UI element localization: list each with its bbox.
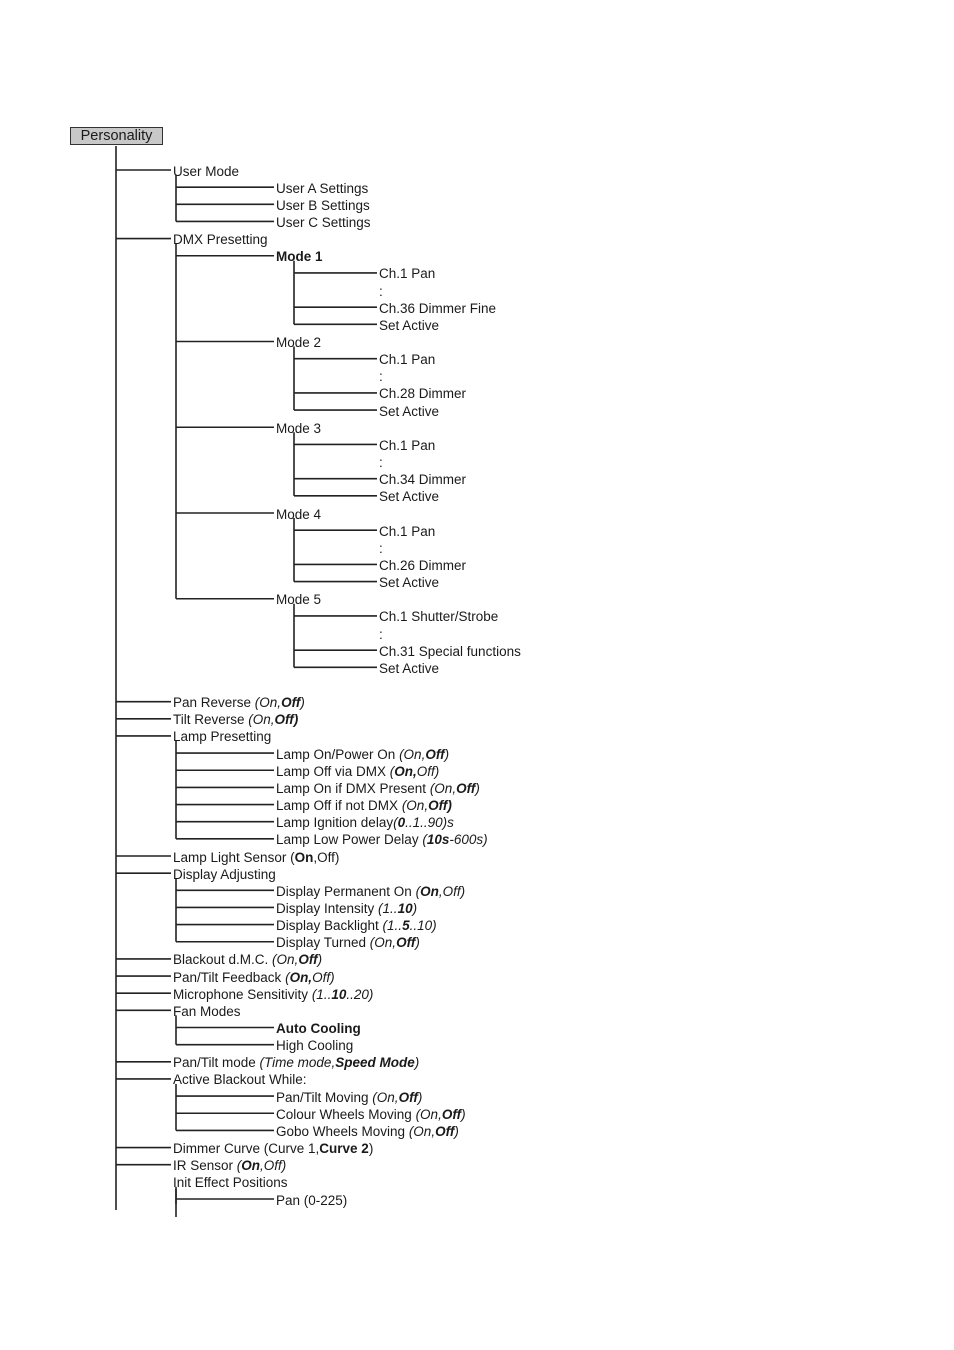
node-text-segment: (On, <box>248 712 275 728</box>
node-text-segment: Display Intensity <box>276 900 379 916</box>
node-text-segment: (1.. <box>382 918 403 934</box>
tree-node-level-2 <box>276 1124 459 1140</box>
tree-node-level-2 <box>276 918 437 934</box>
tree-node-level-1: Display Adjusting <box>173 866 276 882</box>
node-text-segment: ) <box>417 1089 423 1105</box>
node-text-segment: Lamp On/Power On <box>276 746 400 762</box>
tree-node-level-2 <box>276 1090 422 1106</box>
node-text-segment: (On, <box>415 1106 442 1122</box>
tree-node-level-3: : <box>379 283 383 299</box>
tree-node-level-3: Ch.36 Dimmer Fine <box>379 300 497 316</box>
node-text-segment: Auto Cooling <box>276 1021 361 1036</box>
node-text-segment: Pan/Tilt Feedback <box>173 969 286 985</box>
tree-node-level-1: User Mode <box>173 163 240 179</box>
node-text-segment: Lamp Off if not DMX <box>276 798 402 814</box>
node-text-segment: ( <box>236 1158 242 1174</box>
tree-node-level-1 <box>173 952 322 968</box>
node-text-segment: Off) <box>416 763 440 779</box>
node-text-segment: Display Turned <box>276 935 370 951</box>
node-text-segment: Lamp On if DMX Present <box>276 780 430 796</box>
node-text-segment: ) <box>415 935 420 951</box>
node-text-segment: Colour Wheels Moving <box>276 1106 416 1122</box>
node-text-segment: (On, <box>254 695 282 711</box>
node-text-segment: Off <box>435 1123 455 1139</box>
node-text-segment: Tilt Reverse <box>173 712 249 728</box>
tree-node-level-3: Ch.31 Special functions <box>379 643 521 659</box>
node-text-segment: (1.. <box>378 900 398 916</box>
node-text-segment: Off) <box>312 969 335 985</box>
node-text-segment: ..10) <box>409 918 437 934</box>
node-text-segment: Lamp Ignition delay <box>276 815 394 831</box>
tree-node-level-2: Mode 3 <box>276 420 322 436</box>
tree-node-level-1: Active Blackout While: <box>173 1072 307 1088</box>
tree-node-level-2 <box>276 249 323 265</box>
tree-node-level-2 <box>276 815 454 831</box>
tree-node-level-1: Fan Modes <box>173 1003 241 1019</box>
node-text-segment: Off <box>281 695 301 711</box>
node-text-segment: ) <box>293 712 299 728</box>
tree-node-level-3: Ch.1 Shutter/Strobe <box>379 609 499 625</box>
tree-node-level-2: Mode 5 <box>276 592 322 608</box>
tree-node-level-3: Set Active <box>379 575 440 591</box>
tree-node-level-2 <box>276 935 420 951</box>
node-text-segment: (On, <box>369 935 397 951</box>
tree-node-level-1 <box>173 850 339 866</box>
node-text-segment: 10 <box>331 986 347 1002</box>
node-text-segment: Off) <box>428 798 452 814</box>
node-text-segment: Lamp Low Power Delay <box>276 832 423 848</box>
tree-node-level-3: : <box>379 540 383 556</box>
tree-node-level-1 <box>173 712 298 728</box>
tree-node-level-2: User C Settings <box>276 214 371 230</box>
node-text-segment: ) <box>475 780 480 796</box>
tree-node-level-3: : <box>379 626 383 642</box>
node-text-segment: Gobo Wheels Moving <box>276 1123 409 1139</box>
node-text-segment: ( <box>389 763 395 779</box>
node-text-segment: ( <box>415 883 421 899</box>
node-text-segment: Pan <box>276 1192 304 1208</box>
tree-node-level-3: Ch.1 Pan <box>379 352 436 368</box>
tree-node-level-1 <box>173 695 305 711</box>
node-text-segment: (On, <box>408 1123 436 1139</box>
node-text-segment: ) <box>368 1141 374 1157</box>
node-text-segment: IR Sensor <box>173 1158 237 1174</box>
node-text-segment: (On, <box>401 798 429 814</box>
node-text-segment: (On, <box>372 1089 399 1105</box>
tree-node-level-2 <box>276 884 465 900</box>
node-text-segment: ,Off) <box>260 1158 287 1174</box>
node-text-segment: On <box>294 849 314 865</box>
tree-node-level-2 <box>276 781 480 797</box>
tree-node-level-1 <box>173 1055 419 1071</box>
node-text-segment: Pan Reverse <box>173 695 255 711</box>
tree-node-level-2: Mode 4 <box>276 506 322 522</box>
tree-node-level-1 <box>173 987 373 1003</box>
tree-node-level-2 <box>276 1107 466 1123</box>
node-text-segment: 10 <box>397 900 413 916</box>
node-text-segment: ) <box>300 695 305 711</box>
tree-node-level-3: Ch.34 Dimmer <box>379 472 467 488</box>
node-text-segment: Display Permanent On <box>276 883 416 899</box>
tree-node-level-2 <box>276 764 439 780</box>
node-text-segment: (On, <box>429 780 457 796</box>
node-text-segment: ,Off) <box>313 849 340 865</box>
node-text-segment: ) <box>317 952 323 968</box>
node-text-segment: ..1..90)s <box>405 815 454 831</box>
node-text-segment: ) <box>461 1106 466 1122</box>
node-text-segment: 0-225) <box>308 1192 348 1208</box>
node-text-segment: 0 <box>397 815 406 831</box>
tree-node-level-2 <box>276 832 488 848</box>
tree-node-level-1 <box>173 970 335 986</box>
tree-node-level-2: Mode 2 <box>276 335 322 350</box>
node-text-segment: Off <box>456 780 476 796</box>
node-text-segment: ..20) <box>346 986 374 1002</box>
node-text-segment: Off <box>298 952 318 968</box>
tree-node-level-1: Init Effect Positions <box>173 1175 288 1191</box>
node-text-segment: (On, <box>399 746 426 762</box>
node-text-segment: ( <box>422 832 427 848</box>
node-text-segment: Mode 1 <box>276 249 323 265</box>
node-text-segment: ( <box>285 969 290 985</box>
node-text-segment: Off <box>425 746 445 762</box>
node-text-segment: Off <box>441 1106 462 1122</box>
node-text-segment: Lamp Off via DMX <box>276 763 390 779</box>
tree-node-level-3: Set Active <box>379 660 440 676</box>
tree-node-level-3: : <box>379 369 383 385</box>
tree-node-level-3: Set Active <box>379 489 440 505</box>
node-text-segment: On <box>241 1158 261 1174</box>
tree-node-level-3: Set Active <box>379 403 440 419</box>
node-text-segment: Speed Mode <box>335 1055 415 1071</box>
tree-node-level-2 <box>276 1021 361 1037</box>
node-text-segment: Curve 2 <box>319 1141 369 1157</box>
node-text-segment: -600s) <box>449 832 488 848</box>
node-text-segment: Off <box>396 935 416 951</box>
tree-node-level-1 <box>173 1141 373 1157</box>
tree-node-level-2: User A Settings <box>276 180 369 196</box>
node-text-segment: ) <box>444 746 450 762</box>
tree-node-level-3: Set Active <box>379 317 440 333</box>
node-text-segment: ( <box>303 1192 309 1208</box>
node-text-segment: On, <box>289 969 313 985</box>
tree-node-level-3: Ch.1 Pan <box>379 437 436 453</box>
node-text-segment: ( <box>393 815 398 831</box>
tree-node-level-2: High Cooling <box>276 1038 354 1054</box>
tree-node-level-2 <box>276 798 452 814</box>
node-text-segment: Off <box>274 712 294 728</box>
node-text-segment: ,Off) <box>438 883 466 899</box>
node-text-segment: Lamp Light Sensor ( <box>173 849 295 865</box>
tree-node-level-2 <box>276 1193 347 1209</box>
root-node-personality: Personality <box>70 127 163 145</box>
node-text-segment: Pan/Tilt mode <box>173 1055 260 1071</box>
tree-node-level-2 <box>276 747 449 763</box>
tree-node-level-2 <box>276 901 417 917</box>
node-text-segment: On, <box>394 763 417 779</box>
tree-node-level-3: Ch.26 Dimmer <box>379 557 467 573</box>
node-text-segment: Blackout d.M.C. <box>173 952 273 968</box>
node-text-segment: ) <box>454 1123 459 1139</box>
node-text-segment: Pan/Tilt Moving <box>276 1089 373 1105</box>
tree-node-level-2: User B Settings <box>276 197 370 213</box>
tree-node-level-3: Ch.28 Dimmer <box>379 386 467 402</box>
node-text-segment: Microphone Sensitivity <box>173 986 312 1002</box>
tree-node-level-3: Ch.1 Pan <box>379 523 436 539</box>
node-text-segment: (On, <box>272 952 299 968</box>
tree-node-level-1 <box>173 1158 286 1174</box>
tree-node-level-1: DMX Presetting <box>173 232 268 248</box>
node-text-segment: Off <box>398 1089 418 1105</box>
node-text-segment: (Time mode, <box>259 1055 336 1071</box>
node-text-segment: 5 <box>402 918 410 934</box>
tree-node-level-3: Ch.1 Pan <box>379 266 436 282</box>
node-text-segment: 10s <box>426 832 450 848</box>
tree-node-level-1: Lamp Presetting <box>173 729 272 745</box>
node-text-segment: Dimmer Curve (Curve 1, <box>173 1141 320 1157</box>
node-text-segment: (1.. <box>311 986 332 1002</box>
node-text-segment: On <box>420 883 439 899</box>
tree-node-level-3: : <box>379 455 383 471</box>
node-text-segment: ) <box>414 1055 420 1071</box>
node-text-segment: Display Backlight <box>276 918 383 934</box>
node-text-segment: ) <box>412 900 418 916</box>
